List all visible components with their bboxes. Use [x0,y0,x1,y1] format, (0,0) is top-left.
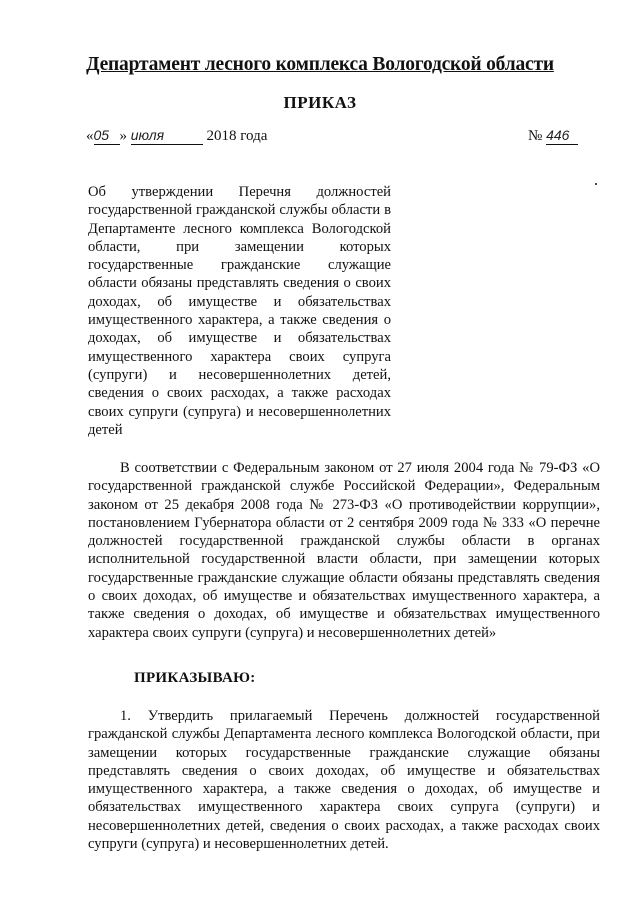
legal-basis-paragraph: В соответствии с Федеральным законом от 27 июля 2004 года № 79-ФЗ «О государственной гражданской службе Российской Федерации», Федеральным законом от 25 декабря 2008 года № 273-ФЗ «О противодействии коррупции», постановлением Губернатора области от 2 сентября 2009 года № 333 «О перечне должностей государственной гражданской службы области в органах исполнительной государственной власти области, при замещении которых государственные гражданские служащие области обязаны представлять сведения о своих доходах, об имуществе и обязательствах имущественного характера, а также сведения о доходах, об имуществе и обязательствах имущественного характера своих супруги (супруга) и несовершеннолетних детей» [88,460,600,641]
order-number-prefix: № [528,128,543,144]
order-subject: Об утверждении Перечня должностей государственной гражданской службы области в Департаменте лесного комплекса Вологодской области, при замещении которых государственные гражданские служащие области обязаны представлять сведения о своих доходах, об имуществе и обязательствах имущественного характера, а также сведения о доходах, об имуществе и обязательствах имущественного характера своих супруга (супруги) и несовершеннолетних детей, сведения о своих расходах, а также расходах своих супруги (супруга) и несовершеннолетних детей [88,184,391,438]
order-directive-word: ПРИКАЗЫВАЮ: [134,670,256,686]
date-day-handwritten: 05 [93,127,110,143]
organization-title: Департамент лесного комплекса Вологодской области [86,54,554,75]
date-day-field [94,128,120,145]
order-number-field [546,128,578,145]
date-month-field [131,128,203,145]
order-item-1: 1. Утвердить прилагаемый Перечень должностей государственной гражданской службы Департамента лесного комплекса Вологодской области, при замещении которых государственные гражданские служащие обязаны представлять сведения о своих доходах, об имуществе и обязательствах имущественного характера, а также сведения о доходах, об имуществе и обязательствах имущественного характера своих супруга (супруги) и несовершеннолетних детей, сведения о своих расходах, а также расходах своих супруги (супруга) и несовершеннолетних детей. [88,708,600,853]
date-month-handwritten: июля [130,127,165,143]
date-close-quote: » [119,128,127,144]
scan-dot-mark [595,183,597,185]
order-number-handwritten: 446 [546,127,570,143]
date-line [86,128,267,145]
date-open-quote: « [86,128,94,144]
date-year: 2018 года [206,128,268,144]
document-type-heading: ПРИКАЗ [283,93,357,112]
order-number-line [528,128,578,145]
